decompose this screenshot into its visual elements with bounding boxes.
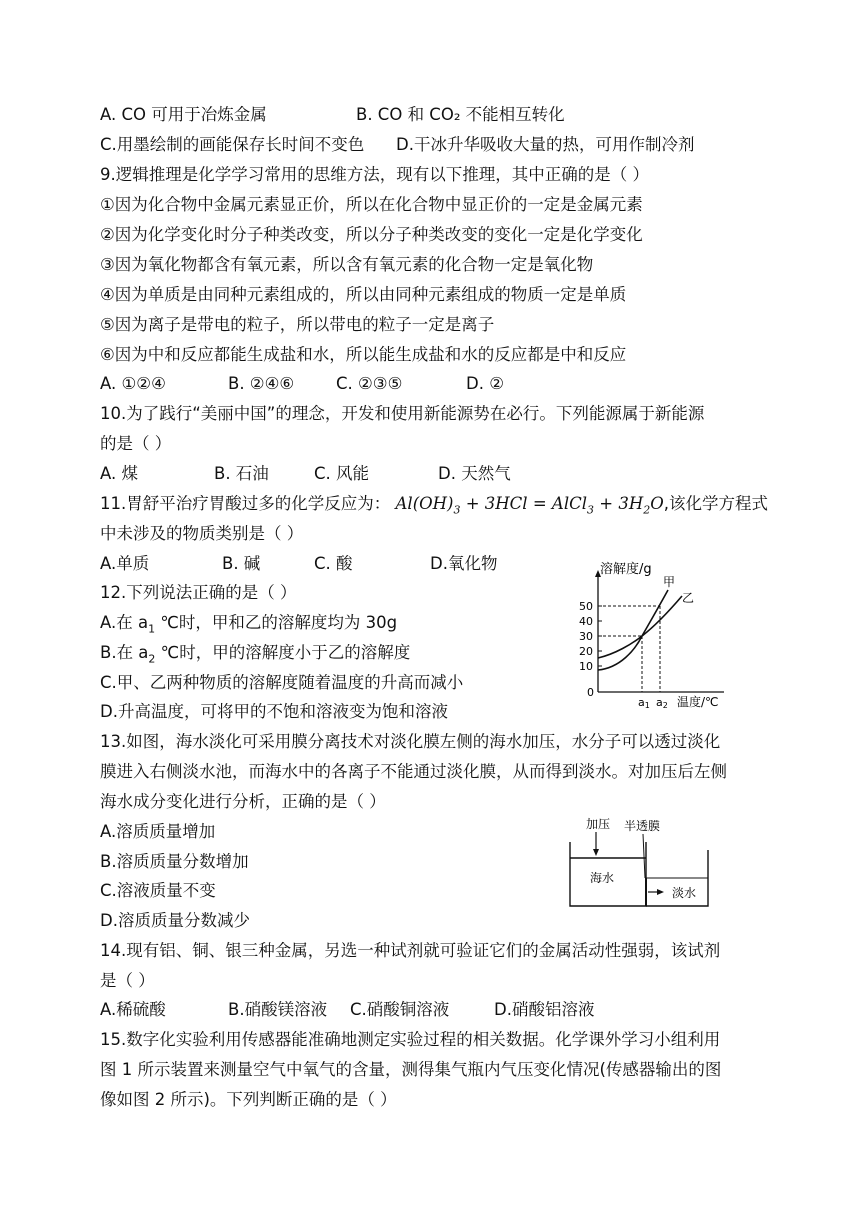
- q9-item-6: ⑥因为中和反应都能生成盐和水，所以能生成盐和水的反应都是中和反应: [100, 345, 627, 364]
- y-tick-10: 10: [579, 660, 593, 673]
- q9-item-2: ②因为化学变化时分子种类改变，所以分子种类改变的变化一定是化学变化: [100, 225, 643, 244]
- q13-stem-line1: 13.如图，海水淡化可采用膜分离技术对淡化膜左侧的海水加压，水分子可以透过淡化: [100, 732, 721, 751]
- q11-option-c: C. 酸: [314, 554, 353, 573]
- q9-option-c: C. ②③⑤: [336, 374, 403, 393]
- q10-option-a: A. 煤: [100, 464, 138, 483]
- q12-option-d: D.升高温度，可将甲的不饱和溶液变为饱和溶液: [100, 702, 448, 721]
- q9-item-3: ③因为氧化物都含有氧元素，所以含有氧元素的化合物一定是氧化物: [100, 255, 594, 274]
- x-tick-a2: a2: [656, 696, 668, 710]
- q8-option-c: C.用墨绘制的画能保存长时间不变色: [100, 135, 365, 154]
- graph-y-label: 溶解度/g: [600, 562, 652, 577]
- q9-item-4: ④因为单质是由同种元素组成的，所以由同种元素组成的物质一定是单质: [100, 285, 627, 304]
- q14-stem-line1: 14.现有铝、铜、银三种金属，另选一种试剂就可验证它们的金属活动性强弱，该试剂: [100, 941, 721, 960]
- q10-stem-line1: 10.为了践行“美丽中国”的理念，开发和使用新能源势在必行。下列能源属于新能源: [100, 404, 705, 423]
- q12-option-a-post: ℃时，甲和乙的溶解度均为 30g: [155, 613, 398, 632]
- q14-option-c: C.硝酸铜溶液: [350, 1000, 450, 1019]
- q9-stem: 9.逻辑推理是化学学习常用的思维方法，现有以下推理，其中正确的是（ ）: [100, 165, 649, 184]
- series-label-yi: 乙: [682, 591, 695, 605]
- q13-option-a: A.溶质质量增加: [100, 822, 216, 841]
- q12-option-a-sub: 1: [148, 622, 156, 636]
- q12-option-b-pre: B.在 a: [100, 643, 149, 662]
- curve-yi: [598, 596, 682, 658]
- q14-option-d: D.硝酸铝溶液: [494, 1000, 595, 1019]
- q13-stem-line3: 海水成分变化进行分析，正确的是（ ）: [100, 792, 386, 811]
- label-freshwater: 淡水: [672, 886, 697, 900]
- graph-x-label: 温度/℃: [677, 695, 719, 709]
- q8-option-d: D.干冰升华吸收大量的热，可用作制冷剂: [396, 135, 695, 154]
- q9-option-b: B. ②④⑥: [228, 374, 295, 393]
- solubility-graph: [560, 560, 760, 710]
- y-tick-20: 20: [579, 645, 593, 658]
- graph-origin: 0: [587, 686, 594, 699]
- q11-equation: $Al(OH)_3 + 3HCl$ = AlCl$_3$ + $3H_2O$: [395, 494, 664, 517]
- y-tick-30: 30: [579, 630, 593, 643]
- q10-stem-line2: 的是（ ）: [100, 434, 172, 453]
- q15-stem-line1: 15.数字化实验利用传感器能准确地测定实验过程的相关数据。化学课外学习小组利用: [100, 1030, 721, 1049]
- curve-jia: [598, 590, 668, 670]
- q13-option-b: B.溶质质量分数增加: [100, 852, 249, 871]
- label-pressure: 加压: [586, 817, 611, 831]
- q13-stem-line2: 膜进入右侧淡水池，而海水中的各离子不能通过淡化膜，从而得到淡水。对加压后左侧: [100, 762, 727, 781]
- label-membrane: 半透膜: [624, 819, 661, 833]
- q8-option-b: B. CO 和 CO₂ 不能相互转化: [356, 105, 565, 124]
- q12-option-c: C.甲、乙两种物质的溶解度随着温度的升高而减小: [100, 673, 464, 692]
- q11-option-d: D.氧化物: [430, 554, 498, 573]
- q13-option-c: C.溶液质量不变: [100, 881, 216, 900]
- x-tick-a1: a1: [638, 696, 650, 710]
- q11-stem-text-a: 11.胃舒平治疗胃酸过多的化学反应为：: [100, 494, 391, 513]
- series-label-jia: 甲: [663, 575, 676, 589]
- q11-stem-text-b: ,该化学方程式: [663, 494, 768, 513]
- y-tick-40: 40: [579, 615, 593, 628]
- q10-option-d: D. 天然气: [438, 464, 511, 483]
- q13-option-d: D.溶质质量分数减少: [100, 911, 250, 930]
- q9-option-a: A. ①②④: [100, 374, 166, 393]
- q12-option-a-pre: A.在 a: [100, 613, 149, 632]
- y-tick-50: 50: [579, 600, 593, 613]
- q12-option-b-sub: 2: [148, 652, 156, 666]
- q9-option-d: D. ②: [466, 374, 504, 393]
- desalination-figure: [568, 812, 718, 912]
- q12-option-a: [100, 612, 397, 640]
- q8-option-a: A. CO 可用于冶炼金属: [100, 105, 267, 124]
- q15-stem-line3: 像如图 2 所示)。下列判断正确的是（ ）: [100, 1090, 397, 1109]
- q9-item-1: ①因为化合物中金属元素显正价，所以在化合物中显正价的一定是金属元素: [100, 195, 643, 214]
- q9-item-5: ⑤因为离子是带电的粒子，所以带电的粒子一定是离子: [100, 315, 495, 334]
- label-seawater: 海水: [590, 871, 615, 885]
- q11-option-a: A.单质: [100, 554, 150, 573]
- q12-stem: 12.下列说法正确的是（ ）: [100, 583, 297, 602]
- q11-stem-line1: [100, 493, 768, 521]
- membrane-pointer: [643, 834, 645, 878]
- q10-option-b: B. 石油: [214, 464, 269, 483]
- q11-option-b: B. 碱: [222, 554, 261, 573]
- q10-option-c: C. 风能: [314, 464, 370, 483]
- q14-stem-line2: 是（ ）: [100, 971, 155, 990]
- q14-option-a: A.稀硫酸: [100, 1000, 166, 1019]
- q12-option-b: [100, 642, 410, 670]
- q15-stem-line2: 图 1 所示装置来测量空气中氧气的含量，测得集气瓶内气压变化情况(传感器输出的图: [100, 1060, 722, 1079]
- q11-stem-line2: 中未涉及的物质类别是（ ）: [100, 524, 304, 543]
- q14-option-b: B.硝酸镁溶液: [228, 1000, 328, 1019]
- q12-option-b-post: ℃时，甲的溶解度小于乙的溶解度: [155, 643, 411, 662]
